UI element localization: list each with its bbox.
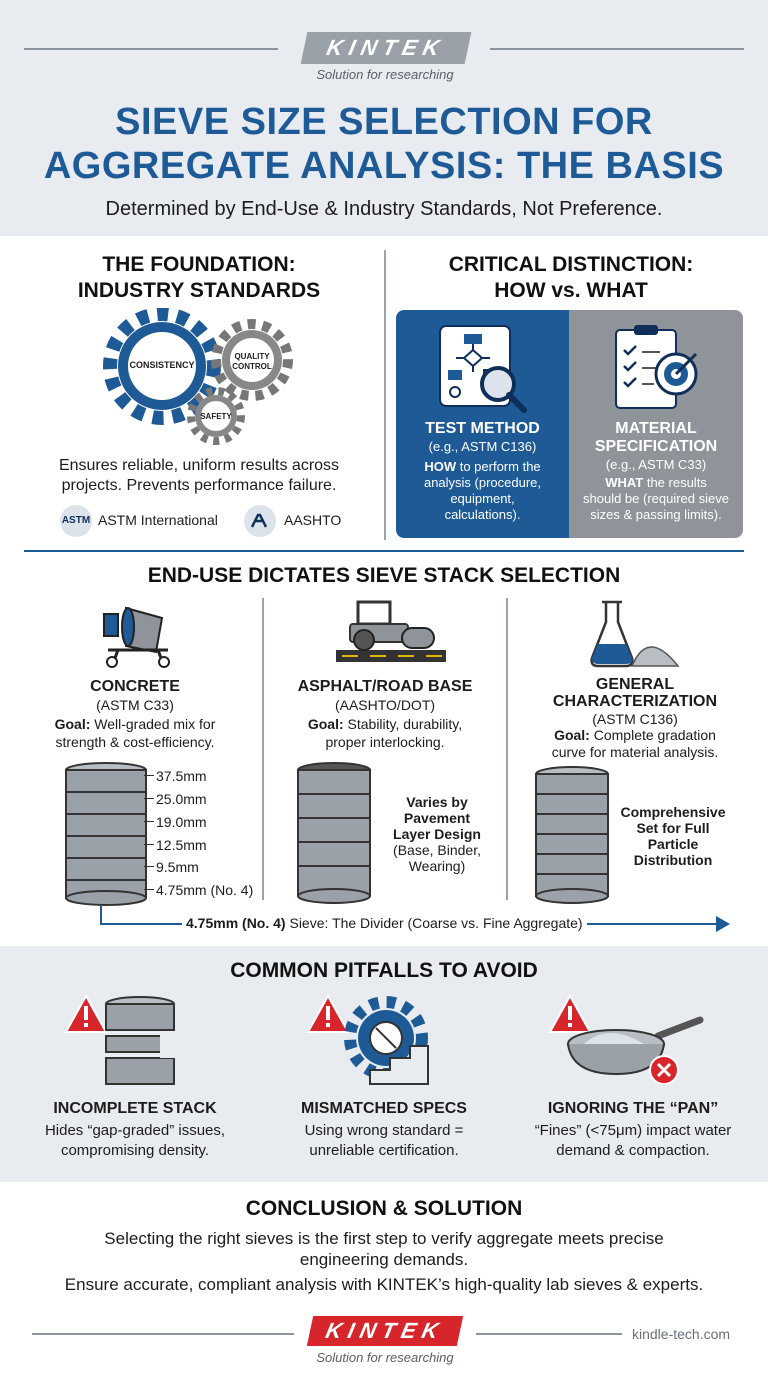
enduse-top-divider — [24, 550, 744, 552]
concrete-mixer-icon — [98, 600, 178, 668]
subtitle: Determined by End-Use & Industry Standards, Not Preference. — [105, 198, 663, 220]
pitfalls-title: COMMON PITFALLS TO AVOID — [230, 959, 538, 982]
sieve-tick-4 — [144, 844, 154, 845]
header-divider-right — [490, 48, 744, 50]
general-sieve-stack-icon — [530, 764, 614, 906]
divider-arrow-stem — [100, 906, 102, 924]
main-title-line1: SIEVE SIZE SELECTION FOR — [115, 101, 653, 143]
general-goal-line2: curve for material analysis. — [551, 744, 719, 760]
sieve-tick-6 — [144, 889, 154, 890]
conclusion-line2: engineering demands. — [299, 1250, 469, 1269]
material-spec-example: (e.g., ASTM C33) — [605, 457, 707, 472]
concrete-goal-line1: Goal: Well-graded mix for — [54, 716, 216, 732]
asphalt-standard: (AASHTO/DOT) — [334, 697, 436, 713]
general-goal-line1: Goal: Complete gradation — [554, 727, 716, 743]
pitfall-3-title: IGNORING THE “PAN” — [547, 1100, 719, 1117]
flask-powder-icon — [588, 598, 680, 670]
pitfall-1-text-line2: compromising density. — [60, 1142, 210, 1159]
conclusion-title: CONCLUSION & SOLUTION — [245, 1197, 523, 1220]
pitfall-1-text-line1: Hides “gap-graded” issues, — [44, 1122, 226, 1139]
sieve-size-6: 4.75mm (No. 4) — [156, 882, 254, 898]
gear-label-quality: QUALITY CONTROL — [232, 352, 272, 371]
logo-tagline-top: Solution for researching — [316, 67, 454, 82]
divider-label: 4.75mm (No. 4) Sieve: The Divider (Coarse vs. Fine Aggregate) — [182, 915, 587, 931]
sieve-size-2: 25.0mm — [156, 791, 207, 807]
asphalt-note-line5: Wearing) — [408, 858, 466, 874]
asphalt-note-line4: (Base, Binder, — [393, 842, 481, 858]
road-roller-icon — [336, 598, 446, 668]
sieve-size-5: 9.5mm — [156, 859, 199, 875]
material-spec-desc-line3: sizes & passing limits). — [590, 507, 722, 522]
distinction-title-line1: CRITICAL DISTINCTION: — [448, 253, 694, 276]
asphalt-note-line1: Varies by — [406, 794, 468, 810]
conclusion-line1: Selecting the right sieves is the first step to verify aggregate meets precise — [104, 1229, 664, 1248]
sieve-size-3: 19.0mm — [156, 814, 207, 830]
asphalt-sieve-stack-icon — [292, 760, 376, 906]
gear-label-safety: SAFETY — [200, 412, 232, 421]
pitfall-2-text-line1: Using wrong standard = — [304, 1122, 464, 1139]
pitfall-1-title: INCOMPLETE STACK — [53, 1100, 217, 1117]
main-title-line2: AGGREGATE ANALYSIS: THE BASIS — [43, 145, 725, 187]
test-method-example: (e.g., ASTM C136) — [428, 439, 537, 454]
general-note-line2: Set for Full — [636, 820, 710, 836]
conclusion-line3: Ensure accurate, compliant analysis with KINTEK’s high-quality lab sieves & experts. — [64, 1275, 704, 1294]
concrete-title: CONCRETE — [90, 678, 180, 695]
pitfall-3-text-line2: demand & compaction. — [556, 1142, 710, 1159]
material-spec-desc-line2: should be (required sieve — [583, 491, 729, 506]
sieve-size-1: 37.5mm — [156, 768, 207, 784]
enduse-divider-2 — [506, 598, 508, 900]
material-spec-desc-line1: WHAT the results — [605, 475, 707, 490]
concrete-standard: (ASTM C33) — [96, 697, 174, 713]
sieve-size-4: 12.5mm — [156, 837, 207, 853]
pitfall-2-text-line2: unreliable certification. — [309, 1142, 459, 1159]
checklist-target-icon — [610, 322, 702, 414]
incomplete-stack-icon — [64, 992, 184, 1092]
general-note-line1: Comprehensive — [620, 804, 726, 820]
astm-label: ASTM International — [98, 512, 218, 528]
website-link[interactable]: kindle-tech.com — [632, 1326, 731, 1342]
sieve-tick-5 — [144, 866, 154, 867]
general-title-line2: CHARACTERIZATION — [552, 693, 718, 710]
astm-logo: ASTM — [60, 505, 92, 537]
footer-divider-right — [476, 1333, 622, 1335]
enduse-title: END-USE DICTATES SIEVE STACK SELECTION — [147, 564, 621, 587]
sieve-tick-3 — [144, 821, 154, 822]
asphalt-goal-line1: Goal: Stability, durability, — [307, 716, 463, 732]
sieve-tick-1 — [144, 775, 154, 776]
pitfall-2-title: MISMATCHED SPECS — [301, 1100, 467, 1117]
pitfall-3-text-line1: “Fines” (<75μm) impact water — [534, 1122, 732, 1139]
distinction-title-line2: HOW vs. WHAT — [494, 279, 648, 302]
asphalt-note-line3: Layer Design — [393, 826, 481, 842]
general-note-line4: Distribution — [633, 852, 713, 868]
flowchart-magnifier-icon — [436, 322, 528, 414]
kintek-logo-top: KINTEK — [301, 32, 472, 64]
test-method-title: TEST METHOD — [425, 420, 540, 437]
foundation-title-line2: INDUSTRY STANDARDS — [77, 279, 321, 302]
aashto-logo — [244, 505, 276, 537]
asphalt-goal-line2: proper interlocking. — [325, 734, 445, 750]
concrete-sieve-stack-icon — [60, 760, 152, 908]
general-title-line1: GENERAL — [595, 676, 675, 693]
gear-label-consistency: CONSISTENCY — [129, 360, 195, 370]
foundation-text-line2: projects. Prevents performance failure. — [61, 477, 337, 494]
kintek-logo-bottom: KINTEK — [307, 1316, 463, 1346]
test-method-desc-line2: analysis (procedure, — [423, 475, 542, 490]
concrete-goal-line2: strength & cost-efficiency. — [55, 734, 215, 750]
mismatched-specs-icon — [306, 992, 436, 1092]
test-method-desc-line4: calculations). — [444, 507, 521, 522]
general-note-line3: Particle — [647, 836, 699, 852]
logo-tagline-bottom: Solution for researching — [316, 1350, 454, 1365]
gears-illustration — [100, 308, 300, 448]
sieve-tick-2 — [144, 798, 154, 799]
material-spec-title-line1: MATERIAL — [615, 420, 697, 437]
footer-divider-left — [32, 1333, 294, 1335]
arrow-right-icon — [716, 916, 730, 932]
foundation-title-line1: THE FOUNDATION: — [102, 253, 296, 276]
asphalt-title: ASPHALT/ROAD BASE — [297, 678, 473, 695]
aashto-label: AASHTO — [284, 512, 342, 528]
asphalt-note-line2: Pavement — [403, 810, 471, 826]
material-spec-title-line2: SPECIFICATION — [594, 438, 718, 455]
sieve-pan-icon — [548, 992, 708, 1092]
test-method-desc-line1: HOW to perform the — [424, 459, 541, 474]
header-divider-left — [24, 48, 278, 50]
general-standard: (ASTM C136) — [592, 711, 678, 727]
test-method-desc-line3: equipment, — [450, 491, 515, 506]
foundation-text-line1: Ensures reliable, uniform results across — [58, 457, 340, 474]
enduse-divider-1 — [262, 598, 264, 900]
